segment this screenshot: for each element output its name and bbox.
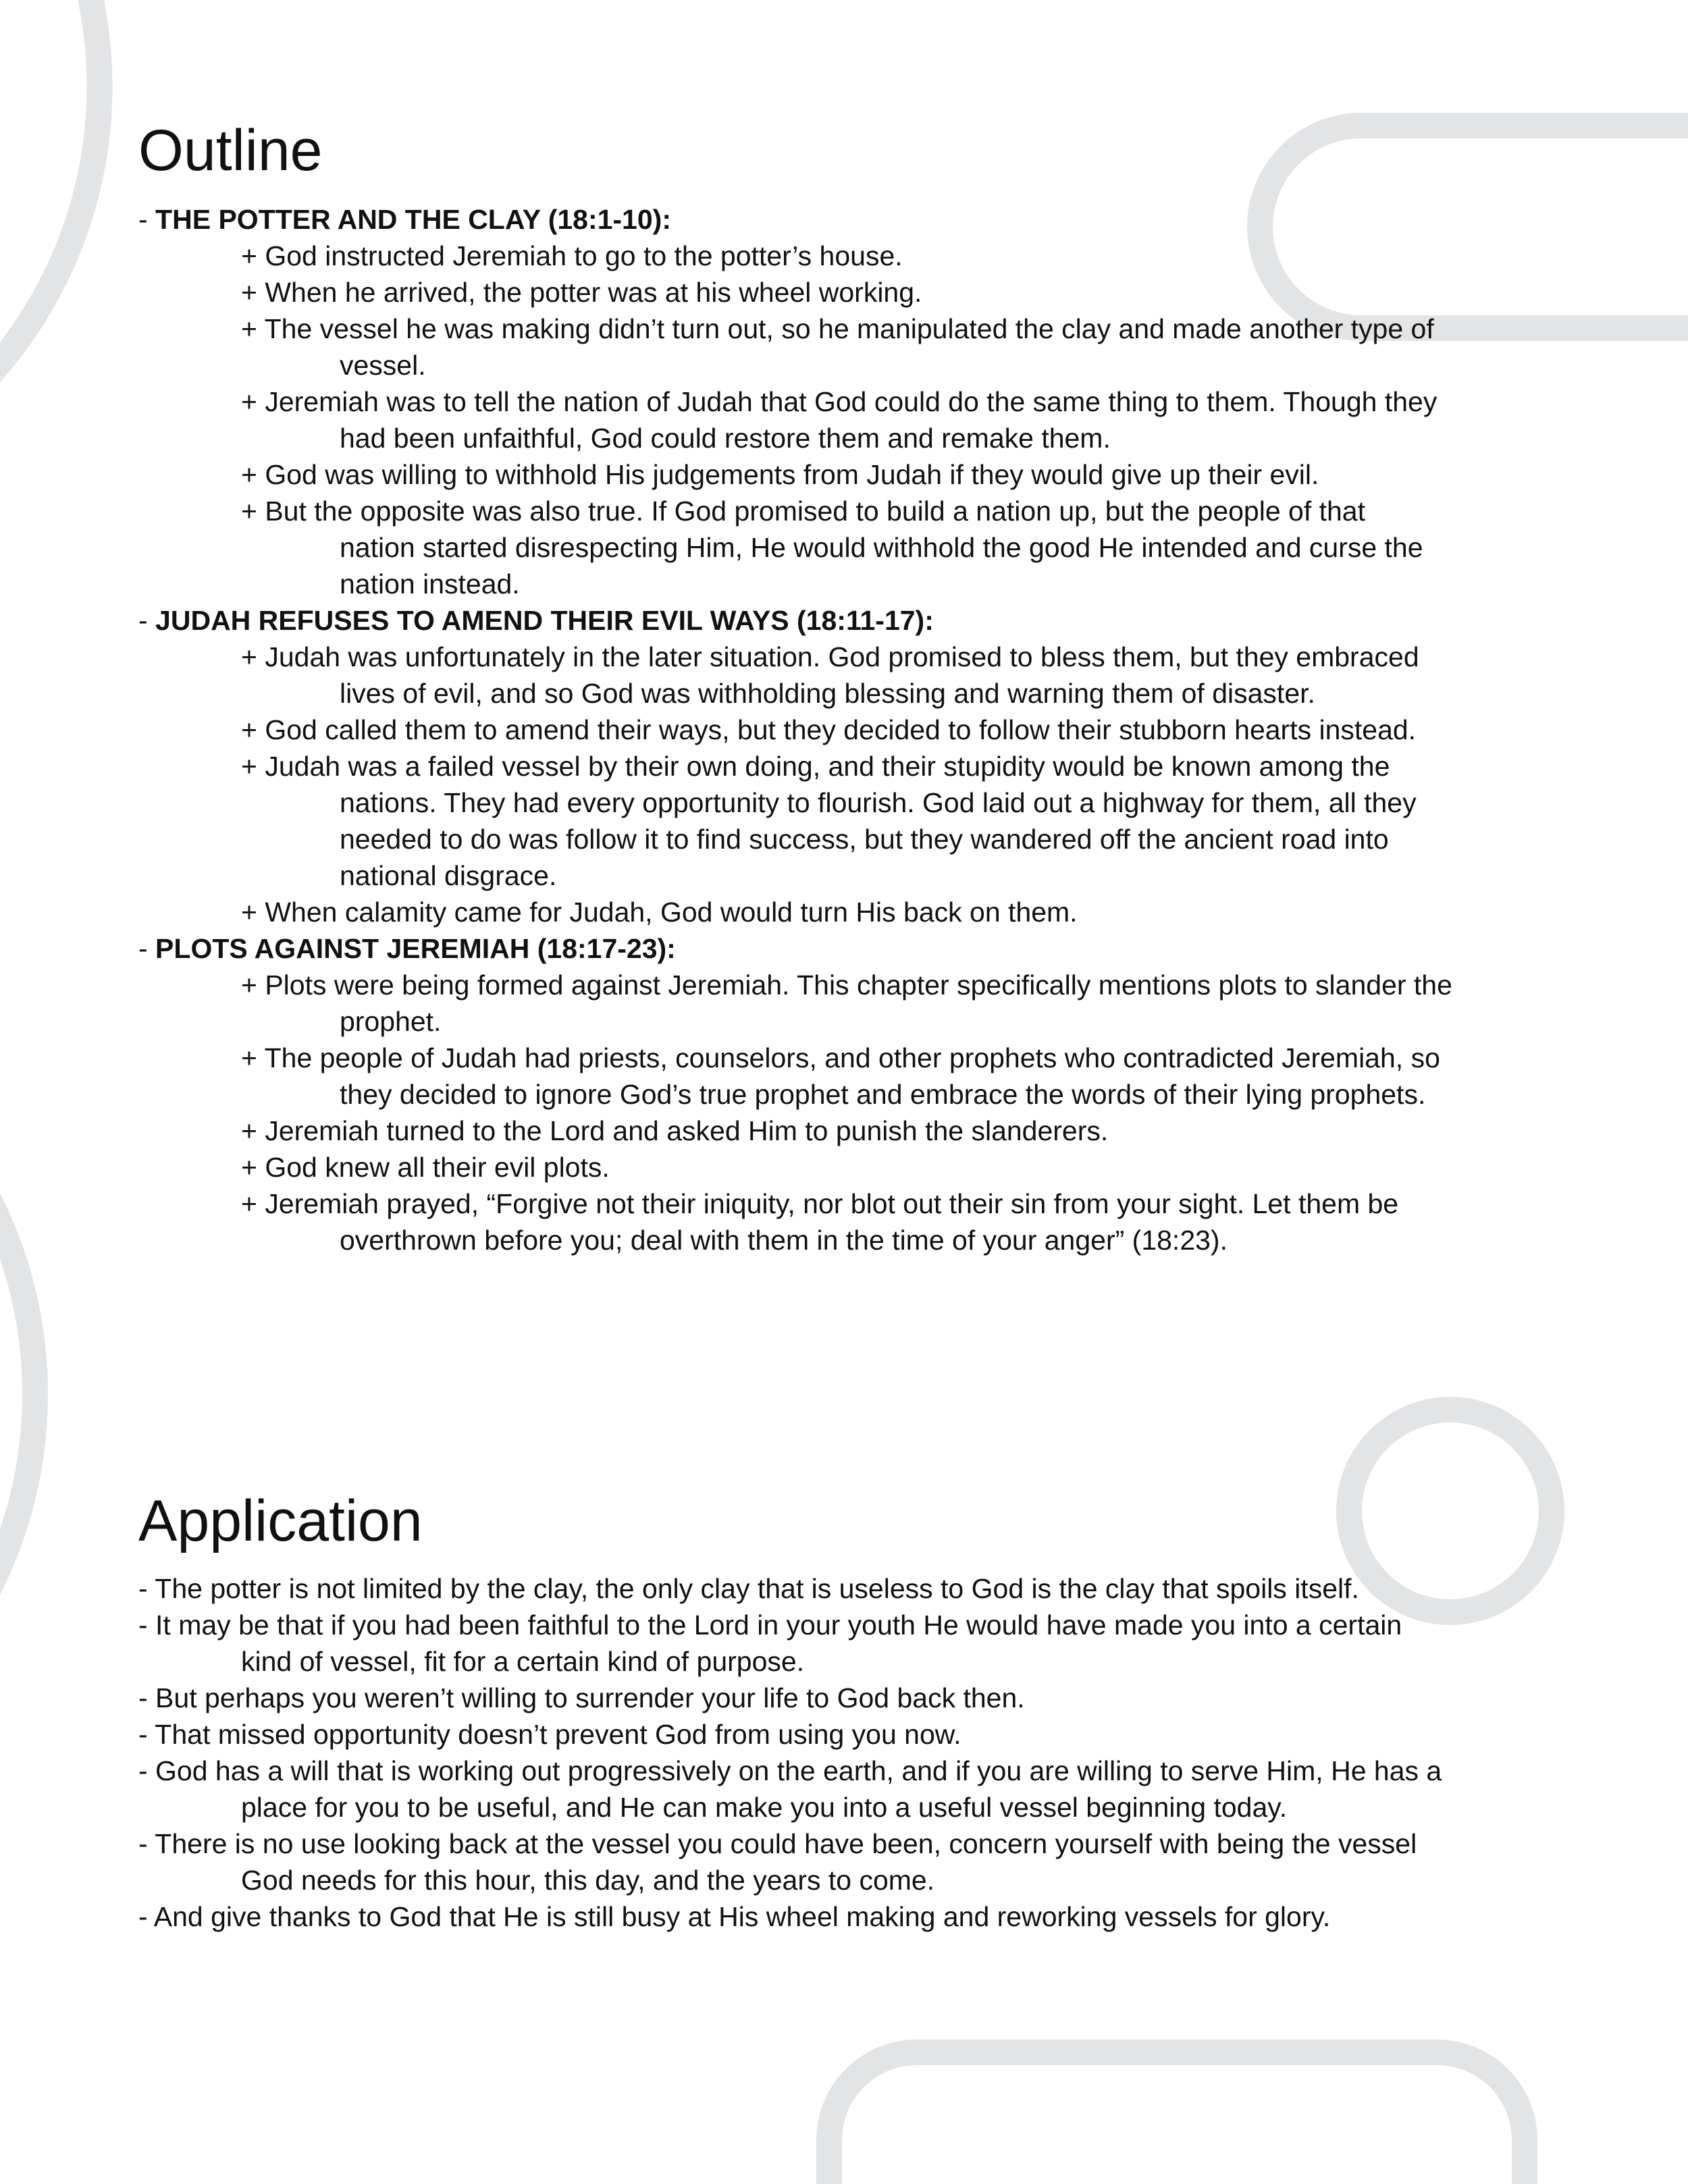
application-continuation: place for you to be useful, and He can make you into a useful vessel beginning today. [241, 1792, 1288, 1823]
application-item: - The potter is not limited by the clay, the only clay that is useless to God is the clay that spoils itself. [138, 1573, 1359, 1604]
section-heading: - PLOTS AGAINST JEREMIAH (18:17-23): [138, 933, 676, 964]
bullet-continuation: they decided to ignore God’s true prophet and embrace the words of their lying prophets. [340, 1079, 1426, 1110]
bullet-line: + Judah was unfortunately in the later situation. God promised to bless them, but they embraced [241, 641, 1419, 672]
section-heading: - THE POTTER AND THE CLAY (18:1-10): [138, 204, 671, 235]
bullet-line: + The people of Judah had priests, counselors, and other prophets who contradicted Jeremiah, so [241, 1042, 1440, 1073]
application-item: - And give thanks to God that He is still busy at His wheel making and reworking vessels for glory. [138, 1901, 1331, 1932]
application-list [138, 1570, 1563, 1935]
section-title: JUDAH REFUSES TO AMEND THEIR EVIL WAYS (18:11-17): [155, 605, 934, 636]
application-continuation: kind of vessel, fit for a certain kind of purpose. [241, 1646, 805, 1677]
bullet-line: + Jeremiah turned to the Lord and asked Him to punish the slanderers. [241, 1115, 1109, 1146]
bullet-continuation: needed to do was follow it to find success, but they wandered off the ancient road into [340, 824, 1389, 855]
bullet-line: + Jeremiah prayed, “Forgive not their iniquity, nor blot out their sin from your sight. Let them be [241, 1188, 1399, 1219]
bullet-line: + But the opposite was also true. If God promised to build a nation up, but the people of that [241, 496, 1366, 527]
section-title: PLOTS AGAINST JEREMIAH (18:17-23): [155, 933, 676, 964]
application-item: - There is no use looking back at the vessel you could have been, concern yourself with being the vessel [138, 1828, 1417, 1859]
application-item: - God has a will that is working out progressively on the earth, and if you are willing to serve Him, He has a [138, 1755, 1442, 1786]
bullet-line: + Plots were being formed against Jeremiah. This chapter specifically mentions plots to slander the [241, 969, 1452, 1001]
bullet-continuation: prophet. [340, 1006, 442, 1037]
bottom-arch-outline [829, 2052, 1525, 2184]
left-mid-arc [0, 1195, 35, 1593]
bullet-line: + Jeremiah was to tell the nation of Judah that God could do the same thing to them. Though they [241, 386, 1438, 417]
outline-title: Outline [138, 118, 323, 183]
bullet-line: + Judah was a failed vessel by their own doing, and their stupidity would be known among the [241, 751, 1390, 782]
bullet-continuation: national disgrace. [340, 860, 557, 891]
bullet-line: + When he arrived, the potter was at his wheel working. [241, 277, 922, 308]
section-title: THE POTTER AND THE CLAY (18:1-10): [155, 204, 671, 235]
bullet-continuation: overthrown before you; deal with them in the time of your anger” (18:23). [340, 1225, 1228, 1256]
bullet-continuation: nation instead. [340, 568, 520, 600]
bullet-continuation: had been unfaithful, God could restore them and remake them. [340, 423, 1111, 454]
application-item: - It may be that if you had been faithful to the Lord in your youth He would have made you into a certain [138, 1609, 1402, 1641]
outline-list [138, 201, 1563, 1258]
section-heading: - JUDAH REFUSES TO AMEND THEIR EVIL WAYS (18:11-17): [138, 605, 934, 636]
bullet-line: + God knew all their evil plots. [241, 1152, 610, 1183]
application-continuation: God needs for this hour, this day, and the years to come. [241, 1865, 935, 1896]
application-title: Application [138, 1489, 423, 1553]
bullet-continuation: nation started disrespecting Him, He would withhold the good He intended and curse the [340, 532, 1423, 563]
bullet-continuation: nations. They had every opportunity to flourish. God laid out a highway for them, all they [340, 787, 1417, 818]
bullet-line: + The vessel he was making didn’t turn out, so he manipulated the clay and made another type of [241, 313, 1434, 344]
bullet-line: + When calamity came for Judah, God would turn His back on them. [241, 897, 1078, 928]
application-item: - That missed opportunity doesn’t prevent God from using you now. [138, 1719, 961, 1750]
top-left-arc [0, 0, 100, 378]
bullet-continuation: lives of evil, and so God was withholding blessing and warning them of disaster. [340, 678, 1315, 709]
bullet-line: + God was willing to withhold His judgements from Judah if they would give up their evil. [241, 459, 1319, 490]
application-item: - But perhaps you weren’t willing to surrender your life to God back then. [138, 1682, 1025, 1713]
bullet-line: + God instructed Jeremiah to go to the potter’s house. [241, 240, 903, 271]
bullet-line: + God called them to amend their ways, but they decided to follow their stubborn hearts instead. [241, 714, 1417, 745]
bullet-continuation: vessel. [340, 350, 426, 381]
